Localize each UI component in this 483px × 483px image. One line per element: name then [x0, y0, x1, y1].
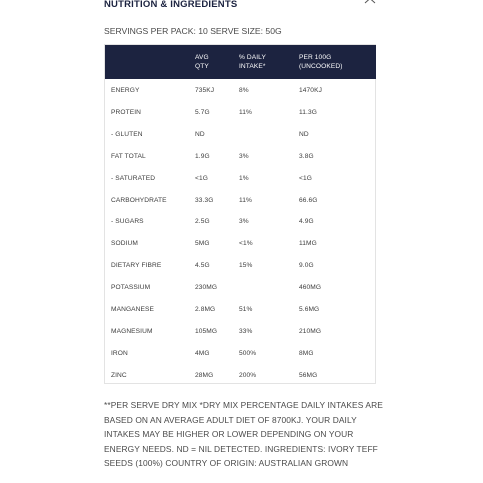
table-row [105, 211, 376, 233]
nutrient-cell: SODIUM [111, 240, 138, 248]
per-100g-cell: 4.9G [299, 218, 314, 226]
table-row [105, 364, 376, 386]
per-100g-cell: 9.0G [299, 262, 314, 270]
table-row [105, 167, 376, 189]
daily-intake-cell: 15% [239, 262, 253, 270]
nutrient-cell: DIETARY FIBRE [111, 262, 162, 270]
per-100g-cell: 11MG [299, 240, 317, 248]
per-100g-cell: 56MG [299, 371, 318, 379]
avg-qty-cell: 2.5G [195, 218, 210, 226]
nutrient-cell: - SUGARS [111, 218, 144, 226]
table-row [105, 342, 376, 364]
avg-qty-cell: 1.9G [195, 152, 210, 160]
avg-qty-cell: 4.5G [195, 262, 210, 270]
table-header-row [105, 45, 376, 79]
daily-intake-cell: 11% [239, 108, 253, 116]
per-100g-cell: 8MG [299, 349, 314, 357]
daily-intake-cell: 500% [239, 349, 257, 357]
nutrient-cell: ZINC [111, 371, 127, 379]
daily-intake-cell: 33% [239, 327, 253, 335]
avg-qty-cell: 2.8MG [195, 305, 216, 313]
nutrient-cell: CARBOHYDRATE [111, 196, 167, 204]
table-row [105, 277, 376, 299]
nutrient-cell: - GLUTEN [111, 130, 143, 138]
header-nutrient [105, 45, 195, 79]
nutrient-cell: POTASSIUM [111, 284, 151, 292]
daily-intake-cell: 3% [239, 152, 249, 160]
avg-qty-cell: 33.3G [195, 196, 214, 204]
daily-intake-cell: 200% [239, 371, 257, 379]
daily-intake-cell: 51% [239, 305, 253, 313]
daily-intake-cell: 1% [239, 174, 249, 182]
nutrient-cell: IRON [111, 349, 128, 357]
daily-intake-cell [239, 123, 299, 145]
daily-intake-cell: <1% [239, 240, 253, 248]
nutrition-table [105, 45, 376, 386]
nutrient-cell: PROTEIN [111, 108, 142, 116]
table-row [105, 79, 376, 102]
daily-intake-cell: 8% [239, 86, 249, 94]
nutrient-cell: - SATURATED [111, 174, 156, 182]
table-row [105, 233, 376, 255]
avg-qty-cell: 230MG [195, 284, 218, 292]
table-row [105, 102, 376, 124]
nutrient-cell: FAT TOTAL [111, 152, 146, 160]
nutrient-cell: ENERGY [111, 86, 140, 94]
header-per-100g: PER 100G (UNCOOKED) [299, 54, 343, 70]
header-avg-qty: AVG QTY [195, 54, 209, 70]
per-100g-cell: 66.6G [299, 196, 318, 204]
table-row [105, 123, 376, 145]
daily-intake-cell: 11% [239, 196, 253, 204]
avg-qty-cell: 5.7G [195, 108, 210, 116]
section-title: NUTRITION & INGREDIENTS [104, 0, 238, 10]
per-100g-cell: 1470KJ [299, 86, 322, 94]
daily-intake-cell [239, 277, 299, 299]
avg-qty-cell: ND [195, 130, 205, 138]
nutrition-table-container [104, 44, 376, 384]
nutrient-cell: MANGANESE [111, 305, 155, 313]
avg-qty-cell: 28MG [195, 371, 214, 379]
avg-qty-cell: 105MG [195, 327, 218, 335]
header-daily-intake: % DAILY INTAKE* [239, 54, 266, 70]
table-row [105, 320, 376, 342]
nutrient-cell: MAGNESIUM [111, 327, 153, 335]
avg-qty-cell: 4MG [195, 349, 210, 357]
per-100g-cell: 460MG [299, 284, 322, 292]
per-100g-cell: <1G [299, 174, 312, 182]
avg-qty-cell: <1G [195, 174, 208, 182]
table-row [105, 299, 376, 321]
avg-qty-cell: 735KJ [195, 86, 215, 94]
per-100g-cell: 210MG [299, 327, 322, 335]
close-icon[interactable] [364, 0, 376, 4]
table-row [105, 145, 376, 167]
avg-qty-cell: 5MG [195, 240, 210, 248]
per-100g-cell: 3.8G [299, 152, 314, 160]
table-body [105, 79, 376, 386]
servings-info: SERVINGS PER PACK: 10 SERVE SIZE: 50G [104, 26, 282, 36]
per-100g-cell: 11.3G [299, 108, 317, 116]
table-row [105, 189, 376, 211]
daily-intake-cell: 3% [239, 218, 249, 226]
per-100g-cell: 5.6MG [299, 305, 320, 313]
footnote-ingredients: **PER SERVE DRY MIX *DRY MIX PERCENTAGE DAILY INTAKES ARE BASED ON AN AVERAGE ADULT DIET OF 8700KJ. YOUR DAILY INTAKES MAY BE HIGHER OR LOWER DEPENDING ON YOUR ENERGY NEEDS. ND = NIL DETECTED. INGREDIENTS: IVORY TEFF SEEDS (100%) COUNTRY OF ORIGIN: AUSTRALIAN GROWN [104, 400, 383, 469]
table-row [105, 255, 376, 277]
per-100g-cell: ND [299, 130, 309, 138]
